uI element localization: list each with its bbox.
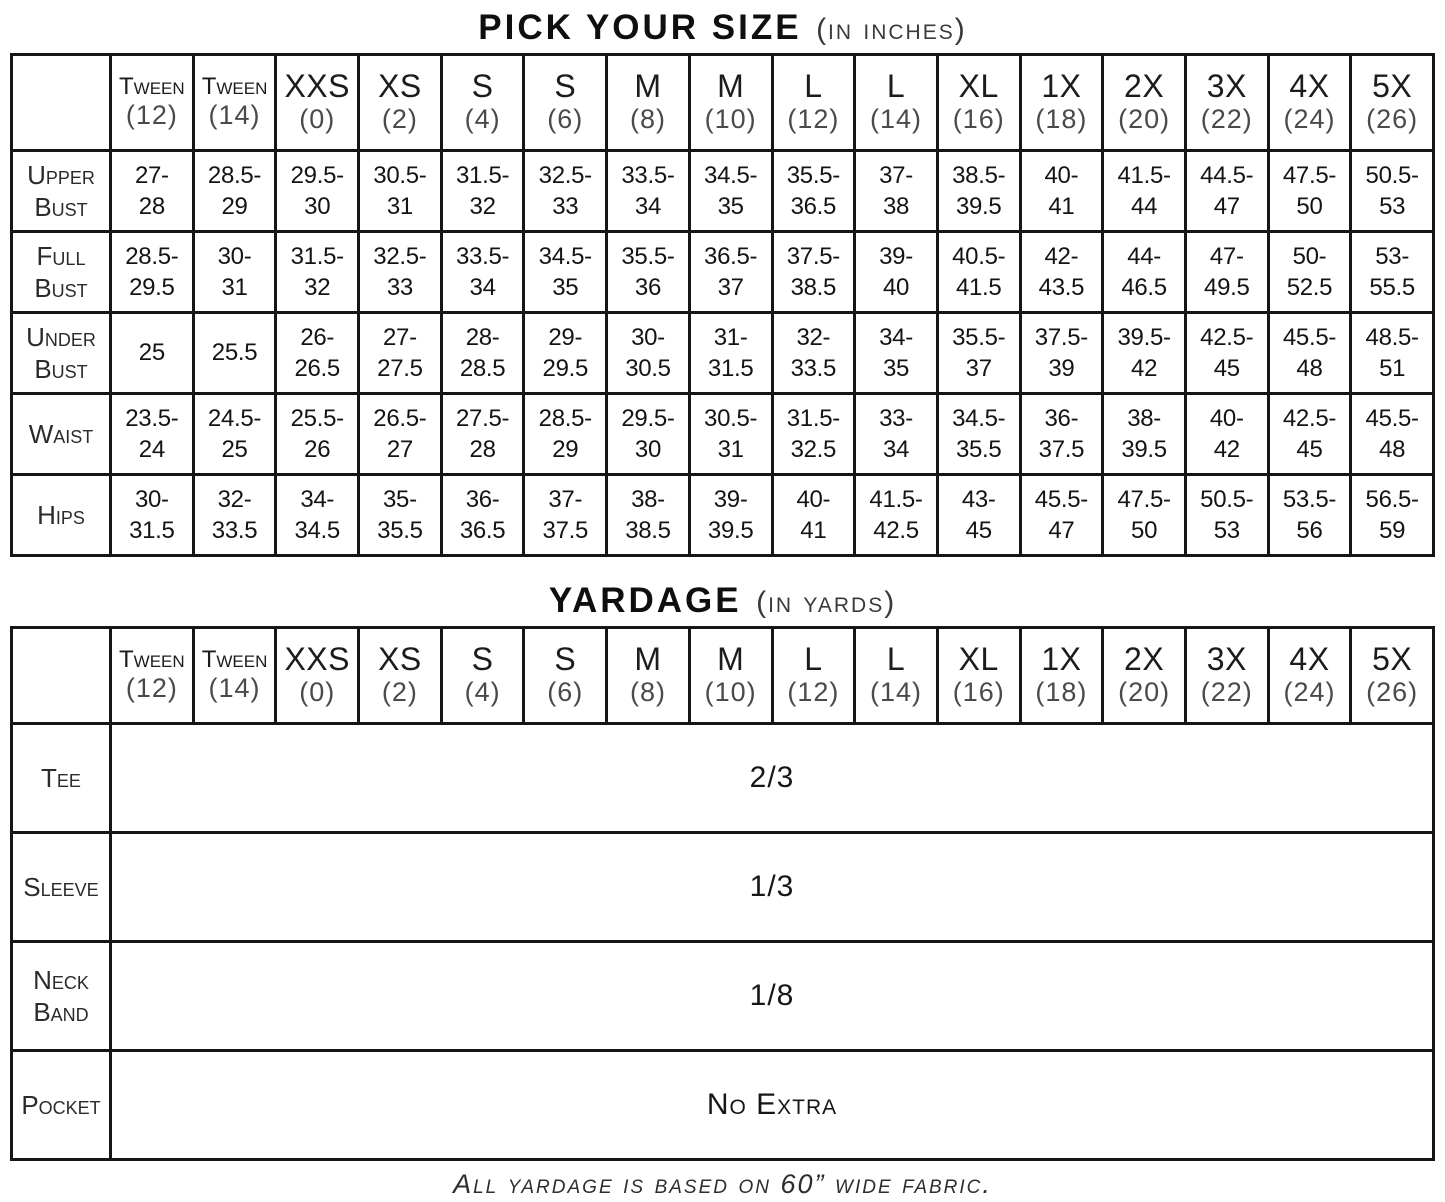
size-number: (10) (704, 677, 757, 708)
measurement-value-cell: 25 (111, 313, 194, 394)
measurement-value-cell: 40- 41 (772, 475, 855, 556)
size-label: 4X (1289, 640, 1330, 677)
size-label: 2X (1124, 67, 1165, 104)
size-label: Tween (201, 645, 268, 673)
measurement-value-cell: 26- 26.5 (276, 313, 359, 394)
size-label: XXS (284, 67, 350, 104)
size-column-header (937, 55, 1020, 151)
measurement-value-cell: 27- 27.5 (359, 313, 442, 394)
size-label: M (634, 640, 662, 677)
size-number: (16) (952, 104, 1005, 135)
size-column-header (1103, 55, 1186, 151)
size-column-header (772, 55, 855, 151)
size-column-header (1103, 628, 1186, 724)
measurement-value-cell: 45.5- 48 (1351, 394, 1434, 475)
measurement-value-cell: 37.5- 38.5 (772, 232, 855, 313)
size-column-header (276, 55, 359, 151)
measurement-value-cell: 29- 29.5 (524, 313, 607, 394)
size-number: (20) (1118, 104, 1171, 135)
size-column-header (111, 628, 194, 724)
measurement-value-cell: 43- 45 (937, 475, 1020, 556)
measurement-value-cell: 42- 43.5 (1020, 232, 1103, 313)
size-column-header (1185, 628, 1268, 724)
measurement-value-cell: 29.5- 30 (276, 151, 359, 232)
measurement-value-cell: 29.5- 30 (607, 394, 690, 475)
size-number: (8) (629, 677, 666, 708)
size-number: (4) (464, 677, 501, 708)
size-label: L (804, 67, 823, 104)
size-column-header (1185, 55, 1268, 151)
size-column-header (1351, 55, 1434, 151)
measurement-value-cell: 50- 52.5 (1268, 232, 1351, 313)
size-label: Tween (119, 72, 185, 100)
yardage-value-cell: 1/3 (111, 833, 1434, 942)
measurement-value-cell: 45.5- 47 (1020, 475, 1103, 556)
measurement-value-cell: 48.5- 51 (1351, 313, 1434, 394)
size-column-header (607, 628, 690, 724)
measurement-value-cell: 35.5- 36.5 (772, 151, 855, 232)
measurement-value-cell: 38- 38.5 (607, 475, 690, 556)
size-chart-title (10, 8, 1435, 48)
size-number: (26) (1366, 104, 1419, 135)
measurement-value-cell: 33.5- 34 (607, 151, 690, 232)
size-label: 1X (1041, 640, 1082, 677)
measurement-value-cell: 34.5- 35 (689, 151, 772, 232)
measurement-row-label: Upper Bust (12, 151, 111, 232)
size-column-header (1268, 55, 1351, 151)
yardage-table (10, 626, 1435, 1161)
measurement-value-cell: 36- 37.5 (1020, 394, 1103, 475)
measurement-row (12, 394, 1434, 475)
size-label: S (471, 67, 494, 104)
measurement-value-cell: 32.5- 33 (359, 232, 442, 313)
yardage-row (12, 724, 1434, 833)
size-column-header (1020, 55, 1103, 151)
size-label: 4X (1289, 67, 1330, 104)
measurement-value-cell: 34.5- 35 (524, 232, 607, 313)
size-label: 3X (1206, 67, 1247, 104)
measurement-value-cell: 44- 46.5 (1103, 232, 1186, 313)
size-column-header (937, 628, 1020, 724)
yardage-value-cell: No Extra (111, 1051, 1434, 1160)
size-number: (14) (870, 104, 923, 135)
size-label: XS (378, 67, 422, 104)
measurement-row-label: Hips (12, 475, 111, 556)
size-chart-header-row (12, 55, 1434, 151)
measurement-value-cell: 50.5- 53 (1185, 475, 1268, 556)
size-column-header (1351, 628, 1434, 724)
size-column-header (689, 55, 772, 151)
size-label: XL (958, 67, 999, 104)
size-label: XXS (284, 640, 350, 677)
measurement-value-cell: 32- 33.5 (193, 475, 276, 556)
size-label: M (717, 640, 745, 677)
measurement-value-cell: 39- 39.5 (689, 475, 772, 556)
measurement-value-cell: 30- 30.5 (607, 313, 690, 394)
measurement-value-cell: 23.5- 24 (111, 394, 194, 475)
size-column-header (1020, 628, 1103, 724)
size-column-header (193, 628, 276, 724)
size-column-header (524, 628, 607, 724)
measurement-value-cell: 39.5- 42 (1103, 313, 1186, 394)
size-number: (24) (1283, 104, 1336, 135)
size-column-header (689, 628, 772, 724)
size-number: (20) (1118, 677, 1171, 708)
size-label: Tween (119, 645, 185, 673)
measurement-value-cell: 27.5- 28 (441, 394, 524, 475)
measurement-row (12, 313, 1434, 394)
measurement-value-cell: 33- 34 (855, 394, 938, 475)
measurement-value-cell: 50.5- 53 (1351, 151, 1434, 232)
size-label: S (554, 640, 577, 677)
size-label: Tween (201, 72, 268, 100)
yardage-chart-title-unit: (in yards) (756, 586, 897, 619)
size-number: (24) (1283, 677, 1336, 708)
size-label: L (886, 640, 906, 677)
size-number: (14) (208, 99, 261, 130)
measurement-row-label: Full Bust (12, 232, 111, 313)
measurement-value-cell: 30- 31 (193, 232, 276, 313)
measurement-value-cell: 42.5- 45 (1268, 394, 1351, 475)
size-number: (12) (125, 672, 178, 703)
yardage-row (12, 1051, 1434, 1160)
size-label: S (554, 67, 577, 104)
measurement-value-cell: 37- 37.5 (524, 475, 607, 556)
corner-cell (12, 628, 111, 724)
size-number: (12) (125, 99, 178, 130)
measurement-value-cell: 35- 35.5 (359, 475, 442, 556)
size-label: L (886, 67, 906, 104)
measurement-value-cell: 28.5- 29 (524, 394, 607, 475)
size-number: (2) (381, 104, 418, 135)
measurement-value-cell: 41.5- 44 (1103, 151, 1186, 232)
measurement-value-cell: 32- 33.5 (772, 313, 855, 394)
size-column-header (772, 628, 855, 724)
size-number: (6) (547, 677, 584, 708)
measurement-value-cell: 35.5- 37 (937, 313, 1020, 394)
measurement-row-label: Under Bust (12, 313, 111, 394)
size-column-header (855, 628, 938, 724)
size-number: (14) (870, 677, 923, 708)
size-chart-title-unit: (in inches) (816, 13, 967, 46)
measurement-value-cell: 47.5- 50 (1103, 475, 1186, 556)
measurement-value-cell: 33.5- 34 (441, 232, 524, 313)
measurement-value-cell: 38- 39.5 (1103, 394, 1186, 475)
size-number: (10) (704, 104, 757, 135)
yardage-value-cell: 1/8 (111, 942, 1434, 1051)
size-number: (0) (299, 677, 336, 708)
measurement-value-cell: 56.5- 59 (1351, 475, 1434, 556)
size-column-header (441, 55, 524, 151)
measurement-value-cell: 47.5- 50 (1268, 151, 1351, 232)
measurement-value-cell: 45.5- 48 (1268, 313, 1351, 394)
yardage-value-cell: 2/3 (111, 724, 1434, 833)
size-label: XS (378, 640, 422, 677)
measurement-value-cell: 30.5- 31 (359, 151, 442, 232)
size-chart-title-text: PICK YOUR SIZE (478, 8, 802, 47)
measurement-value-cell: 39- 40 (855, 232, 938, 313)
size-number: (12) (787, 104, 840, 135)
measurement-value-cell: 37- 38 (855, 151, 938, 232)
yardage-chart-title (10, 581, 1435, 621)
measurement-value-cell: 34- 34.5 (276, 475, 359, 556)
yardage-row-label: Tee (12, 724, 111, 833)
measurement-value-cell: 27- 28 (111, 151, 194, 232)
measurement-value-cell: 30- 31.5 (111, 475, 194, 556)
corner-cell (12, 55, 111, 151)
measurement-value-cell: 40- 42 (1185, 394, 1268, 475)
measurement-value-cell: 44.5- 47 (1185, 151, 1268, 232)
measurement-value-cell: 47- 49.5 (1185, 232, 1268, 313)
size-number: (18) (1035, 677, 1088, 708)
size-number: (22) (1200, 677, 1253, 708)
yardage-chart-title-text: YARDAGE (548, 581, 742, 620)
measurement-value-cell: 36- 36.5 (441, 475, 524, 556)
size-label: 5X (1372, 640, 1413, 677)
measurement-value-cell: 31.5- 32 (441, 151, 524, 232)
measurement-row (12, 232, 1434, 313)
measurement-value-cell: 28- 28.5 (441, 313, 524, 394)
measurement-value-cell: 32.5- 33 (524, 151, 607, 232)
size-number: (0) (299, 104, 336, 135)
size-column-header (855, 55, 938, 151)
yardage-row-label: Sleeve (12, 833, 111, 942)
size-label: L (804, 640, 823, 677)
size-number: (12) (787, 677, 840, 708)
measurement-value-cell: 28.5- 29 (193, 151, 276, 232)
size-column-header (359, 55, 442, 151)
measurement-value-cell: 31- 31.5 (689, 313, 772, 394)
measurement-value-cell: 40- 41 (1020, 151, 1103, 232)
measurement-value-cell: 36.5- 37 (689, 232, 772, 313)
size-number: (4) (464, 104, 501, 135)
measurement-value-cell: 31.5- 32 (276, 232, 359, 313)
yardage-row-label: Pocket (12, 1051, 111, 1160)
size-column-header (524, 55, 607, 151)
size-label: M (717, 67, 745, 104)
measurement-value-cell: 31.5- 32.5 (772, 394, 855, 475)
measurement-value-cell: 35.5- 36 (607, 232, 690, 313)
yardage-row (12, 942, 1434, 1051)
measurement-value-cell: 24.5- 25 (193, 394, 276, 475)
size-label: XL (958, 640, 999, 677)
size-number: (6) (547, 104, 584, 135)
measurement-value-cell: 42.5- 45 (1185, 313, 1268, 394)
size-column-header (276, 628, 359, 724)
size-label: S (471, 640, 494, 677)
size-number: (2) (381, 677, 418, 708)
footer-note: All yardage is based on 60” wide fabric. (453, 1169, 992, 1199)
measurement-value-cell: 26.5- 27 (359, 394, 442, 475)
size-label: M (634, 67, 662, 104)
size-column-header (359, 628, 442, 724)
measurement-row (12, 151, 1434, 232)
size-number: (16) (952, 677, 1005, 708)
yardage-row-label: Neck Band (12, 942, 111, 1051)
size-number: (8) (629, 104, 666, 135)
measurement-row (12, 475, 1434, 556)
measurement-value-cell: 53- 55.5 (1351, 232, 1434, 313)
size-label: 1X (1041, 67, 1082, 104)
size-chart-table (10, 53, 1435, 557)
measurement-row-label: Waist (12, 394, 111, 475)
size-column-header (441, 628, 524, 724)
size-number: (14) (208, 672, 261, 703)
measurement-value-cell: 25.5- 26 (276, 394, 359, 475)
size-label: 3X (1206, 640, 1247, 677)
measurement-value-cell: 30.5- 31 (689, 394, 772, 475)
measurement-value-cell: 53.5- 56 (1268, 475, 1351, 556)
yardage-header-row (12, 628, 1434, 724)
size-column-header (193, 55, 276, 151)
measurement-value-cell: 37.5- 39 (1020, 313, 1103, 394)
size-column-header (1268, 628, 1351, 724)
size-number: (26) (1366, 677, 1419, 708)
measurement-value-cell: 28.5- 29.5 (111, 232, 194, 313)
measurement-value-cell: 25.5 (193, 313, 276, 394)
measurement-value-cell: 41.5- 42.5 (855, 475, 938, 556)
measurement-value-cell: 38.5- 39.5 (937, 151, 1020, 232)
measurement-value-cell: 34.5- 35.5 (937, 394, 1020, 475)
size-number: (18) (1035, 104, 1088, 135)
measurement-value-cell: 34- 35 (855, 313, 938, 394)
size-label: 2X (1124, 640, 1165, 677)
size-label: 5X (1372, 67, 1413, 104)
yardage-row (12, 833, 1434, 942)
measurement-value-cell: 40.5- 41.5 (937, 232, 1020, 313)
size-number: (22) (1200, 104, 1253, 135)
size-column-header (607, 55, 690, 151)
size-column-header (111, 55, 194, 151)
